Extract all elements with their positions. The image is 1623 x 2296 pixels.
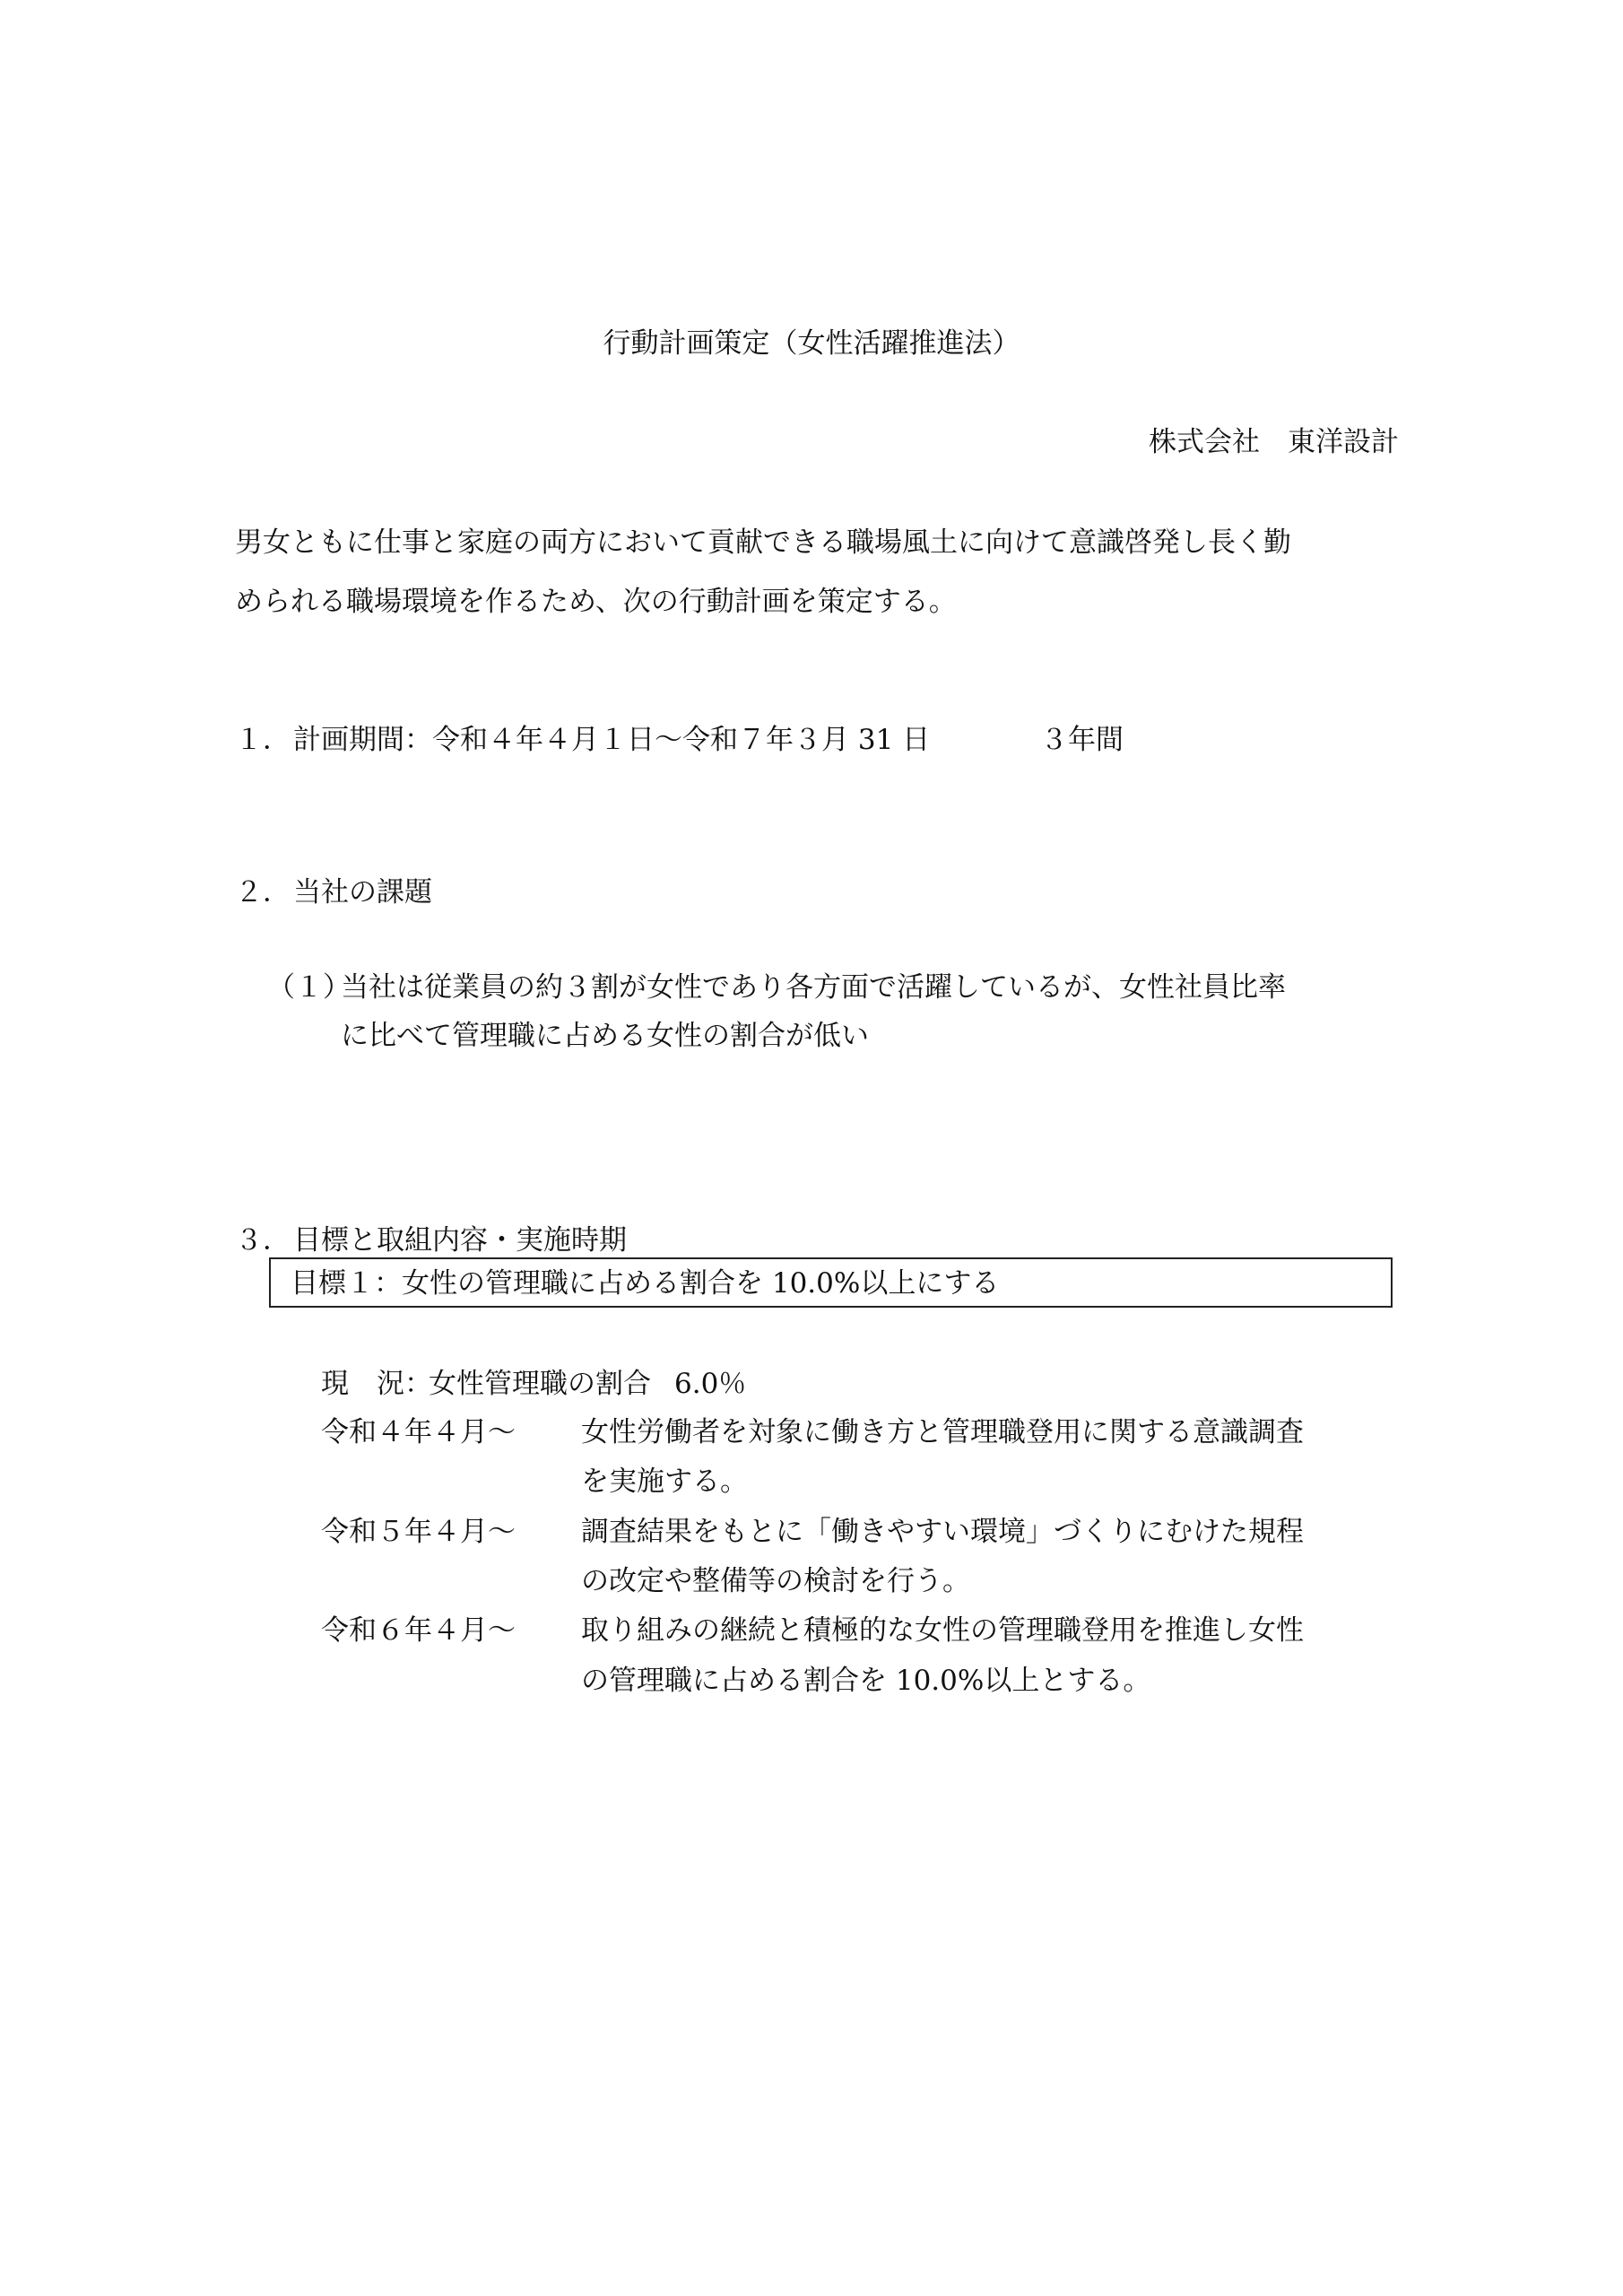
- goal-text: 目標１：女性の管理職に占める割合を 10.0%以上にする: [291, 1267, 1000, 1300]
- section-2-number: ２．: [235, 876, 291, 909]
- issue-item-1: [267, 971, 1286, 1004]
- status-prefix: 現 況：: [321, 1368, 432, 1400]
- schedule-text-r5-line-1: 調査結果をもとに「働きやすい環境」づくりにむけた規程: [581, 1516, 1304, 1548]
- document-title: 行動計画策定（女性活躍推進法）: [603, 327, 1020, 360]
- section-3-heading: [235, 1224, 627, 1257]
- schedule-text-r5-line-2: の改定や整備等の検討を行う。: [581, 1565, 970, 1597]
- intro-line-1: 男女ともに仕事と家庭の両方において貢献できる職場風土に向けて意識啓発し長く勤: [235, 526, 1291, 559]
- section-2-title: 当社の課題: [293, 876, 432, 909]
- schedule-period-r5: 令和５年４月～: [321, 1516, 516, 1548]
- schedule-period-r6: 令和６年４月～: [321, 1614, 516, 1647]
- schedule-text-r4-line-1: 女性労働者を対象に働き方と管理職登用に関する意識調査: [581, 1416, 1304, 1448]
- section-3-title: 目標と取組内容・実施時期: [293, 1224, 627, 1257]
- section-2-heading: [235, 876, 432, 909]
- current-status: [321, 1370, 746, 1398]
- status-label: 女性管理職の割合: [429, 1368, 651, 1400]
- schedule-period-r4: 令和４年４月～: [321, 1416, 516, 1448]
- status-value: 6.0％: [674, 1368, 747, 1400]
- section-1-number: １．: [235, 724, 291, 756]
- issue-1-label: （１）: [267, 971, 351, 1004]
- schedule-text-r6-line-2: の管理職に占める割合を 10.0%以上とする。: [581, 1665, 1151, 1697]
- goal-box: [269, 1257, 1393, 1308]
- section-3-number: ３．: [235, 1224, 291, 1257]
- section-1-text: 計画期間：令和４年４月１日～令和７年３月 31 日: [293, 724, 931, 756]
- section-1-plan-period: [235, 724, 1124, 756]
- schedule-text-r6-line-1: 取り組みの継続と積極的な女性の管理職登用を推進し女性: [581, 1614, 1304, 1647]
- schedule-text-r4-line-2: を実施する。: [581, 1465, 748, 1498]
- issue-1-line-1: 当社は従業員の約３割が女性であり各方面で活躍しているが、女性社員比率: [341, 971, 1286, 1004]
- company-name: 株式会社 東洋設計: [1149, 426, 1399, 458]
- issue-1-line-2: に比べて管理職に占める女性の割合が低い: [341, 1020, 869, 1052]
- section-1-duration: ３年間: [1040, 724, 1124, 756]
- intro-line-2: められる職場環境を作るため、次の行動計画を策定する。: [235, 586, 957, 618]
